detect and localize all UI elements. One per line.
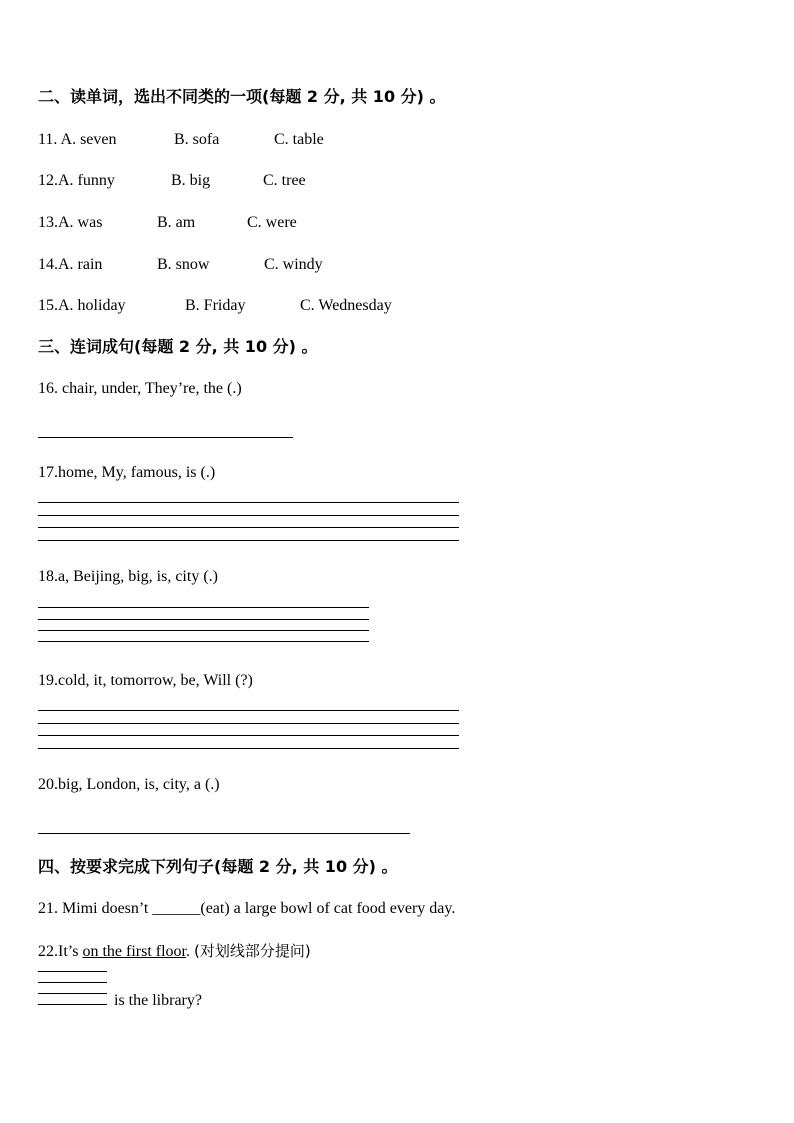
answer-line bbox=[38, 641, 369, 642]
answer-line bbox=[38, 619, 369, 620]
question-13 bbox=[38, 213, 297, 233]
question-15 bbox=[38, 296, 392, 316]
question-16: 16. chair, under, They’re, the (.) bbox=[38, 380, 242, 397]
q22-suffix: . bbox=[186, 943, 194, 960]
option-a: 12.A. funny bbox=[38, 172, 115, 189]
option-c: C. were bbox=[247, 214, 297, 231]
answer-line bbox=[38, 735, 459, 736]
answer-line bbox=[38, 437, 293, 438]
option-c: C. Wednesday bbox=[300, 297, 392, 314]
question-17: 17.home, My, famous, is (.) bbox=[38, 464, 216, 481]
answer-line bbox=[38, 710, 459, 711]
answer-line bbox=[38, 833, 410, 834]
option-b: B. snow bbox=[157, 256, 210, 273]
answer-line bbox=[38, 515, 459, 516]
question-19: 19.cold, it, tomorrow, be, Will (?) bbox=[38, 672, 253, 689]
answer-line bbox=[38, 993, 107, 994]
answer-line bbox=[38, 748, 459, 749]
option-c: C. tree bbox=[263, 172, 306, 189]
q22-instruction: (对划线部分提问) bbox=[194, 942, 311, 960]
answer-line bbox=[38, 982, 107, 983]
section-3-heading: 三、连词成句(每题 2 分, 共 10 分) 。 bbox=[38, 337, 318, 356]
question-20: 20.big, London, is, city, a (.) bbox=[38, 776, 220, 793]
answer-line bbox=[38, 630, 369, 631]
question-18: 18.a, Beijing, big, is, city (.) bbox=[38, 568, 218, 585]
option-b: B. Friday bbox=[185, 297, 246, 314]
answer-line bbox=[38, 1004, 107, 1005]
option-c: C. table bbox=[274, 131, 324, 148]
option-b: B. big bbox=[171, 172, 211, 189]
option-b: B. am bbox=[157, 214, 196, 231]
q22-answer-tail: is the library? bbox=[114, 992, 202, 1009]
question-21: 21. Mimi doesn’t ______(eat) a large bowl of cat food every day. bbox=[38, 900, 456, 917]
q22-prefix: 22.It’s bbox=[38, 943, 83, 960]
option-a: 11. A. seven bbox=[38, 131, 117, 148]
question-11 bbox=[38, 130, 324, 150]
answer-line bbox=[38, 540, 459, 541]
question-12 bbox=[38, 171, 306, 191]
answer-line bbox=[38, 527, 459, 528]
question-14 bbox=[38, 255, 323, 275]
question-22 bbox=[38, 941, 311, 962]
option-c: C. windy bbox=[264, 256, 323, 273]
answer-line bbox=[38, 723, 459, 724]
option-a: 13.A. was bbox=[38, 214, 103, 231]
section-2-heading: 二、读单词，选出不同类的一项(每题 2 分, 共 10 分) 。 bbox=[38, 87, 446, 106]
answer-line bbox=[38, 607, 369, 608]
section-4-heading: 四、按要求完成下列句子(每题 2 分, 共 10 分) 。 bbox=[38, 857, 398, 876]
option-b: B. sofa bbox=[174, 131, 220, 148]
answer-line bbox=[38, 971, 107, 972]
option-a: 15.A. holiday bbox=[38, 297, 126, 314]
option-a: 14.A. rain bbox=[38, 256, 103, 273]
q22-underlined-phrase: on the first floor bbox=[82, 943, 186, 960]
answer-line bbox=[38, 502, 459, 503]
